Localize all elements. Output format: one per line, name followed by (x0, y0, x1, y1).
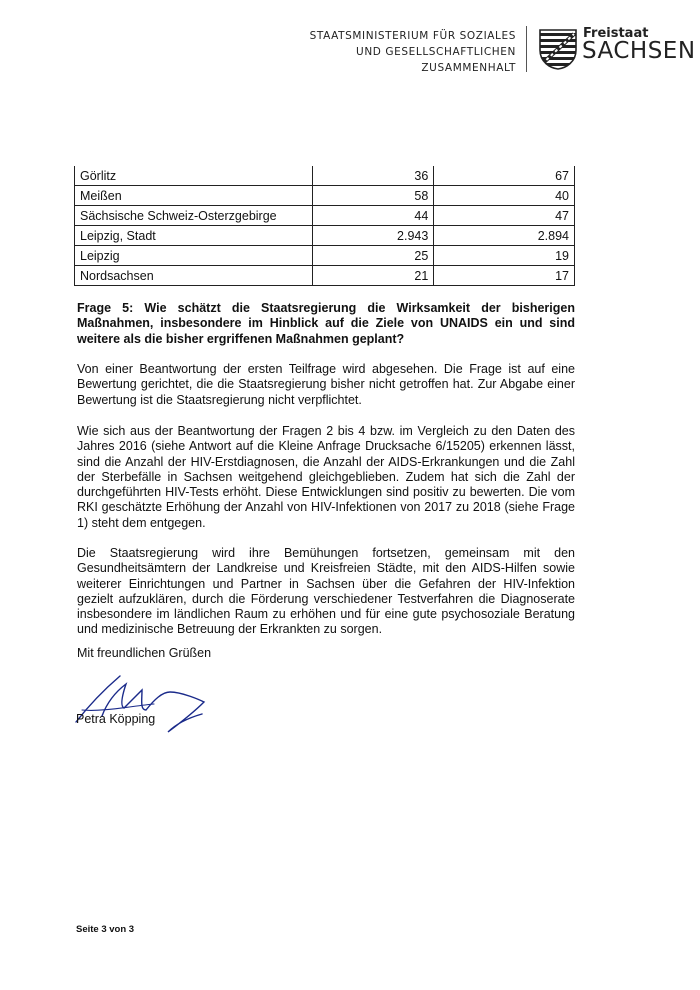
table-row (75, 206, 575, 226)
value-cell: 25 (312, 246, 433, 266)
value-cell: 47 (434, 206, 575, 226)
district-name: Görlitz (75, 166, 313, 186)
value-cell: 36 (312, 166, 433, 186)
ministry-line-1: STAATSMINISTERIUM FÜR SOZIALES (309, 30, 516, 42)
value-cell: 2.894 (434, 226, 575, 246)
logo-freistaat: Freistaat (583, 26, 649, 41)
value-cell: 40 (434, 186, 575, 206)
closing-greeting: Mit freundlichen Grüßen (77, 646, 212, 660)
signer-name: Petra Köpping (76, 712, 156, 726)
district-name: Meißen (75, 186, 313, 206)
value-cell: 19 (434, 246, 575, 266)
coat-of-arms-icon (538, 28, 578, 70)
district-table (74, 166, 575, 286)
table-row (75, 166, 575, 186)
district-name: Leipzig, Stadt (75, 226, 313, 246)
ministry-line-3: ZUSAMMENHALT (421, 62, 516, 74)
district-name: Nordsachsen (75, 266, 313, 286)
answer-paragraph-3: Die Staatsregierung wird ihre Bemühungen fortsetzen, gemeinsam mit den Gesundheitsämtern der Landkreise und Kreisfreien Städte, mit den AIDS-Hilfen sowie weiterer Einrichtungen und Partner in Sachsen über die Gefahren der HIV-Infektion gezielt aufzuklären, durch die Förderung verschiedener Testverfahren die Diagnoserate insbesondere im ländlichen Raum zu erhöhen und für eine gute psychosoziale Beratung und medizinische Betreuung der Erkrankten zu sorgen. (77, 546, 575, 637)
value-cell: 58 (312, 186, 433, 206)
value-cell: 21 (312, 266, 433, 286)
ministry-name (256, 28, 516, 76)
value-cell: 44 (312, 206, 433, 226)
value-cell: 2.943 (312, 226, 433, 246)
answer-paragraph-2: Wie sich aus der Beantwortung der Fragen 2 bis 4 bzw. im Vergleich zu den Daten des Jahres 2016 (siehe Antwort auf die Kleine Anfrage Drucksache 6/15205) erkennen lässt, sind die Anzahl der HIV-Erstdiagnosen, die Anzahl der AIDS-Erkrankungen und die Zahl der Sterbefälle in Sachsen weitgehend gleichgeblieben. Zudem hat sich die Zahl der durchgeführten HIV-Tests erhöht. Diese Entwicklungen sind positiv zu bewerten. Die vom RKI geschätzte Erhöhung der Anzahl von HIV-Infektionen von 2017 zu 2018 (siehe Frage 1) steht dem entgegen. (77, 424, 575, 530)
value-cell: 67 (434, 166, 575, 186)
page-number: Seite 3 von 3 (76, 924, 135, 935)
table-row (75, 246, 575, 266)
question-heading: Frage 5: Wie schätzt die Staatsregierung die Wirksamkeit der bisherigen Maßnahmen, insbesondere im Hinblick auf die Ziele von UNAIDS ein und sind weitere als die bisher ergriffenen Maßnahmen geplant? (77, 301, 575, 346)
ministry-line-2: UND GESELLSCHAFTLICHEN (356, 46, 516, 58)
district-name: Leipzig (75, 246, 313, 266)
signature-icon (72, 660, 222, 740)
district-name: Sächsische Schweiz-Osterzgebirge (75, 206, 313, 226)
table-row (75, 186, 575, 206)
header-divider (526, 26, 527, 72)
table-row (75, 266, 575, 286)
logo-sachsen: SACHSEN (582, 38, 696, 64)
answer-paragraph-1: Von einer Beantwortung der ersten Teilfrage wird abgesehen. Die Frage ist auf eine Bewertung gerichtet, die die Staatsregierung bisher nicht getroffen hat. Zur Abgabe einer Bewertung ist die Staatsregierung nicht verpflichtet. (77, 362, 575, 407)
value-cell: 17 (434, 266, 575, 286)
table-row (75, 226, 575, 246)
